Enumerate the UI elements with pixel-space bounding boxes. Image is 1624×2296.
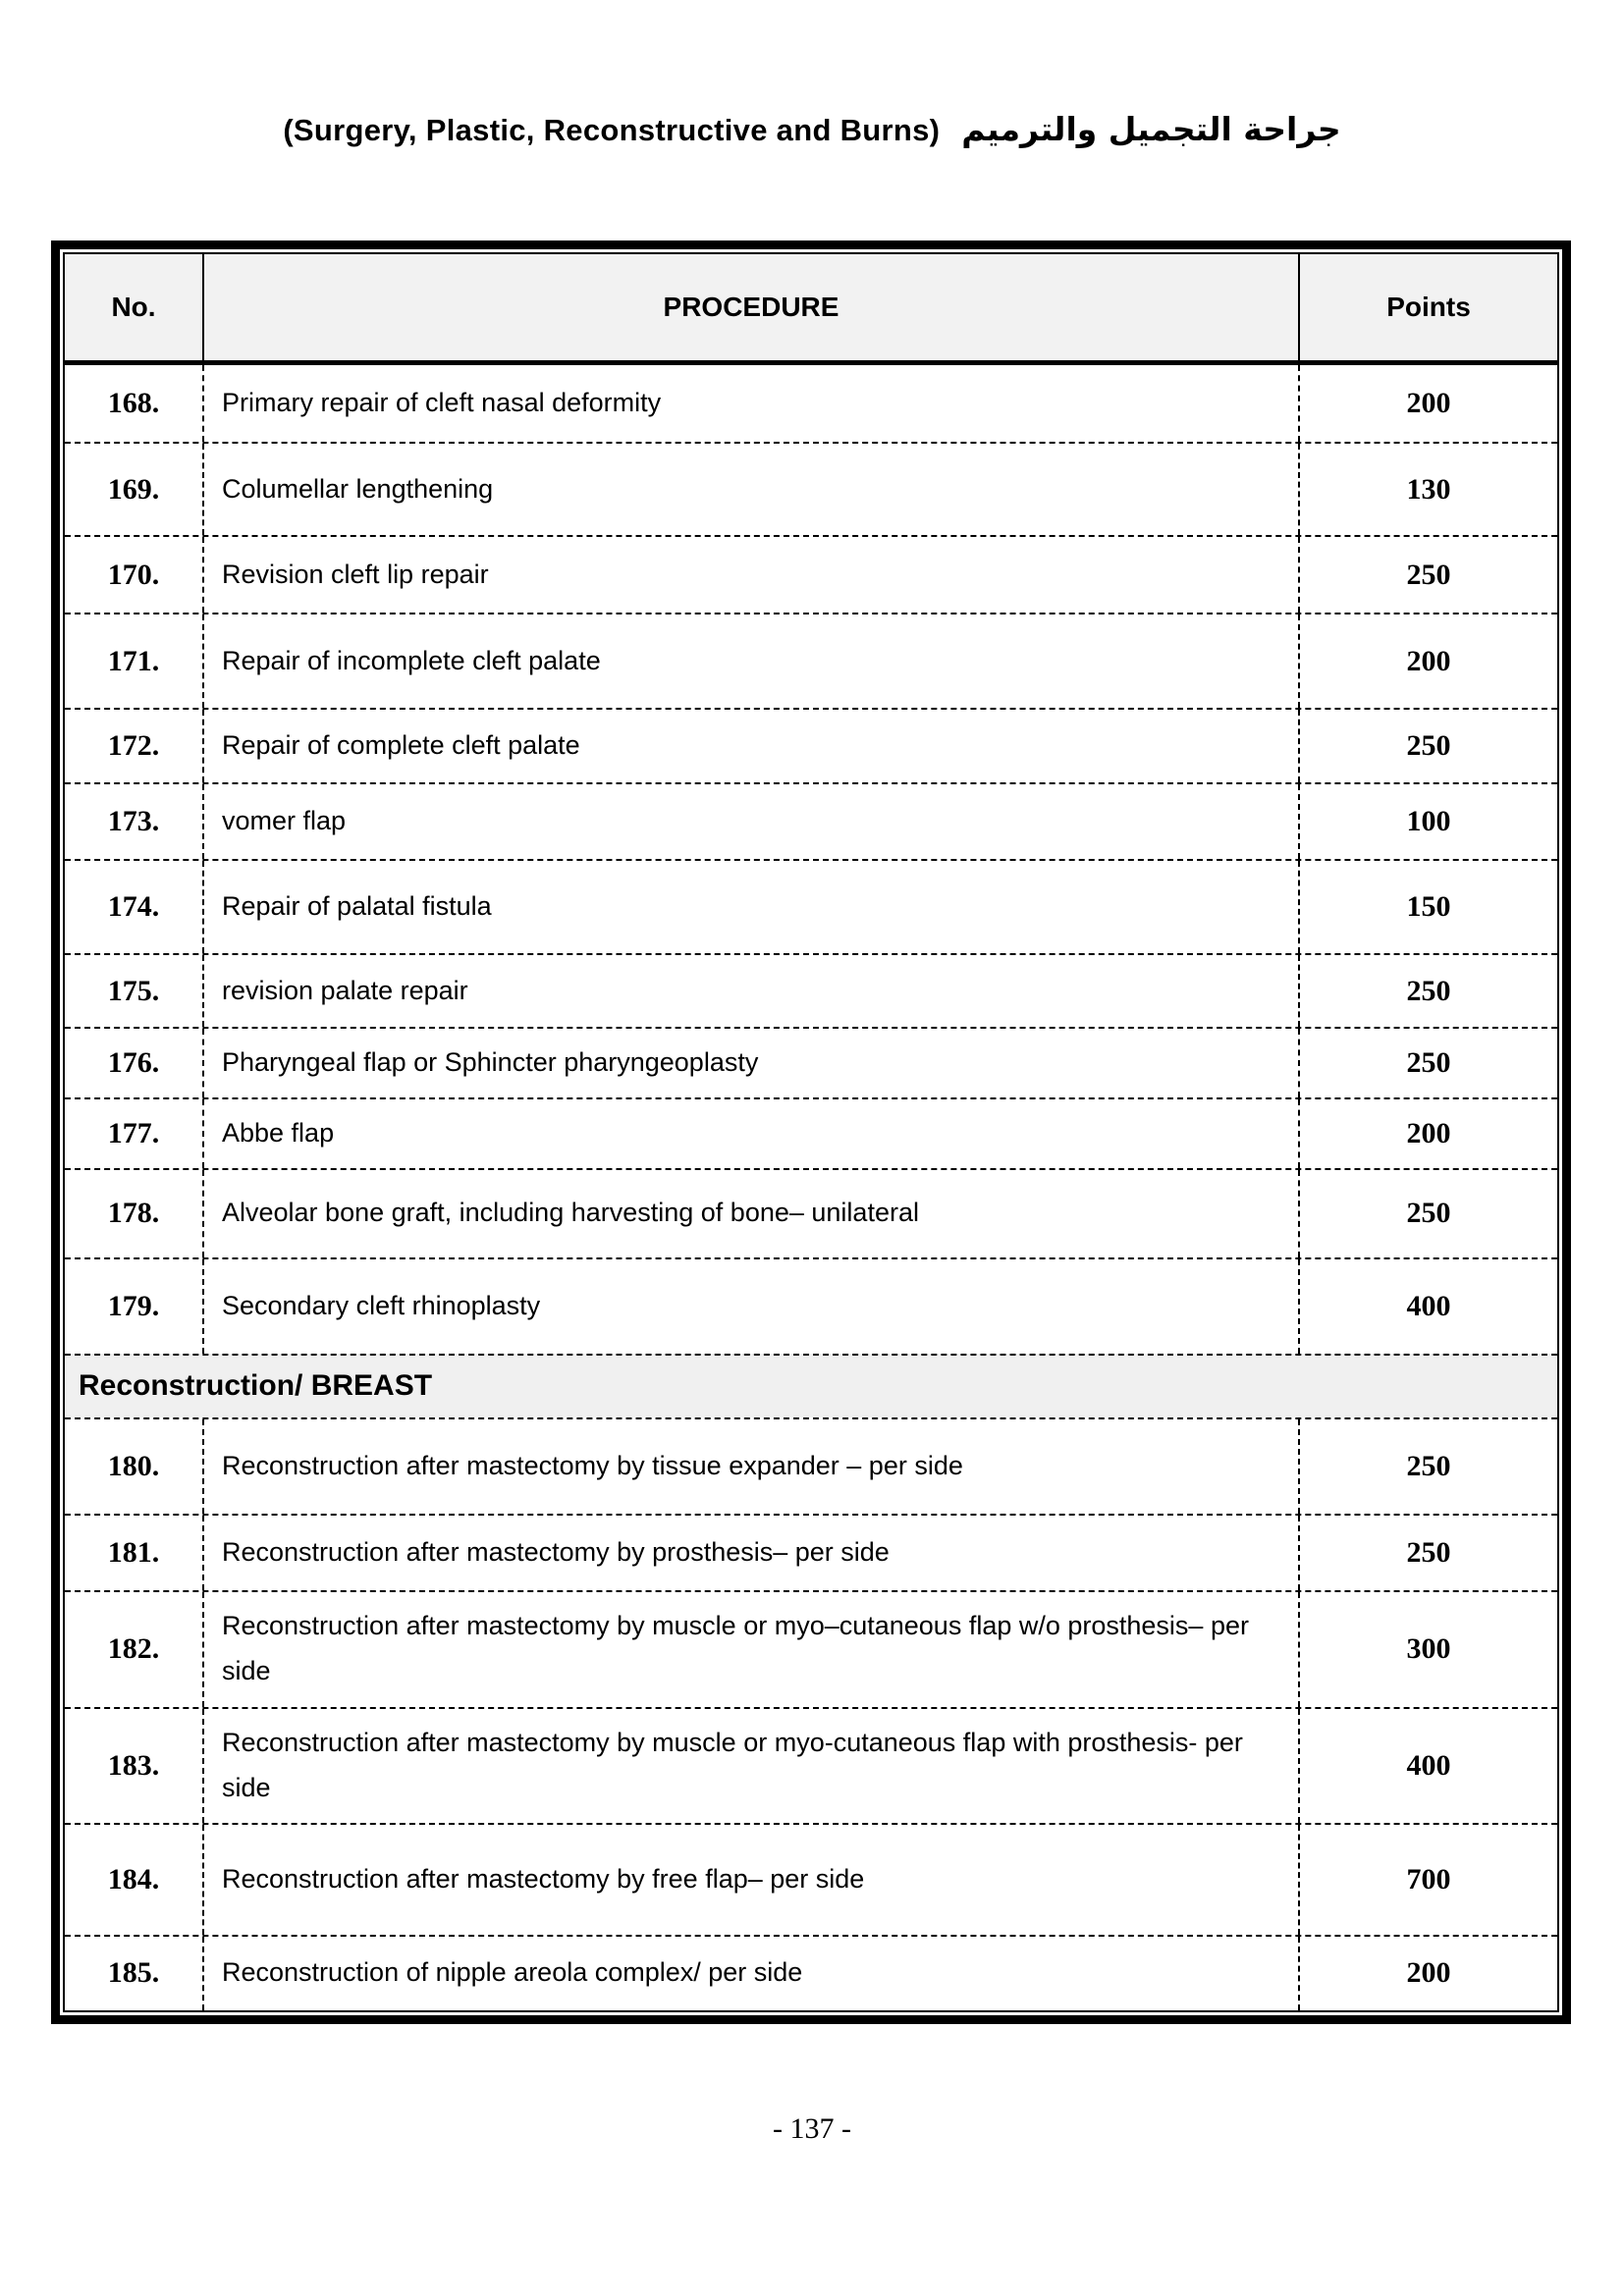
row-number: 169. [107,472,160,506]
table-row [65,1935,1557,2010]
procedure-text: Pharyngeal flap or Sphincter pharyngeoplasty [202,1029,1300,1097]
column-header-procedure: PROCEDURE [202,254,1300,360]
points-value: 200 [1406,1116,1451,1149]
row-number: 185. [107,1956,160,1990]
points-value: 250 [1406,974,1451,1007]
table-row [65,442,1557,535]
procedure-text: Abbe flap [202,1099,1300,1168]
procedure-text: Repair of palatal fistula [202,861,1300,953]
row-number: 183. [107,1748,160,1782]
table-header-row [65,254,1557,365]
row-number: 177. [107,1116,160,1149]
table-row [65,535,1557,613]
points-value: 250 [1406,729,1451,762]
points-value: 150 [1406,890,1451,923]
table-row [65,613,1557,708]
table-body [65,365,1557,2010]
column-header-no: No. [65,254,202,360]
table-border-frame [63,252,1559,2012]
table-row [65,1590,1557,1707]
procedure-text: Repair of complete cleft palate [202,710,1300,782]
row-number: 180. [107,1449,160,1482]
page-title [0,110,1624,148]
table-row [65,1027,1557,1097]
row-number: 172. [107,729,160,762]
row-number: 176. [107,1045,160,1079]
procedure-text: Reconstruction after mastectomy by muscle or myo–cutaneous flap w/o prosthesis– per side [202,1592,1300,1707]
page-number: - 137 - [773,2112,851,2145]
table-row [65,1168,1557,1257]
points-value: 300 [1406,1632,1451,1666]
points-value: 130 [1406,472,1451,506]
points-value: 700 [1406,1862,1451,1896]
table-row [65,1707,1557,1823]
points-value: 200 [1406,644,1451,677]
points-value: 100 [1406,805,1451,837]
points-value: 250 [1406,558,1451,591]
points-value: 200 [1406,1956,1451,1990]
table-row [65,953,1557,1027]
table-row [65,1257,1557,1354]
title-english: (Surgery, Plastic, Reconstructive and Burns) [283,113,941,147]
section-header-row [65,1354,1557,1417]
points-value: 200 [1406,387,1451,419]
table-row [65,859,1557,953]
procedure-text: Columellar lengthening [202,444,1300,535]
row-number: 181. [107,1535,160,1569]
table-row [65,1097,1557,1168]
row-number: 168. [107,387,160,419]
procedure-text: Primary repair of cleft nasal deformity [202,365,1300,442]
row-number: 174. [107,890,160,923]
row-number: 178. [107,1197,160,1230]
row-number: 179. [107,1289,160,1322]
points-value: 250 [1406,1535,1451,1569]
procedure-text: Alveolar bone graft, including harvesting of bone– unilateral [202,1170,1300,1257]
procedure-text: Reconstruction after mastectomy by muscle or myo-cutaneous flap with prosthesis- per side [202,1709,1300,1823]
row-number: 175. [107,974,160,1007]
points-value: 250 [1406,1045,1451,1079]
procedure-text: Reconstruction after mastectomy by prosthesis– per side [202,1516,1300,1590]
procedure-text: Secondary cleft rhinoplasty [202,1259,1300,1354]
table-row [65,1514,1557,1590]
table-row [65,1823,1557,1935]
procedure-text: Reconstruction after mastectomy by tissue expander – per side [202,1419,1300,1514]
points-value: 400 [1406,1289,1451,1322]
table-row [65,365,1557,442]
table-row [65,1417,1557,1514]
row-number: 171. [107,644,160,677]
procedure-text: vomer flap [202,784,1300,859]
procedure-text: Reconstruction of nipple areola complex/ per side [202,1937,1300,2010]
row-number: 182. [107,1632,160,1666]
row-number: 184. [107,1862,160,1896]
points-value: 250 [1406,1197,1451,1230]
procedure-text: revision palate repair [202,955,1300,1027]
column-header-points: Points [1300,254,1557,360]
row-number: 173. [107,805,160,837]
table-row [65,708,1557,782]
title-arabic: جراحة التجميل والترميم [961,110,1341,148]
procedure-text: Revision cleft lip repair [202,537,1300,613]
procedure-text: Repair of incomplete cleft palate [202,614,1300,708]
points-value: 250 [1406,1449,1451,1482]
procedure-text: Reconstruction after mastectomy by free flap– per side [202,1825,1300,1935]
points-value: 400 [1406,1748,1451,1782]
section-label: Reconstruction/ BREAST [79,1369,433,1403]
procedures-table [51,240,1571,2024]
table-row [65,782,1557,859]
row-number: 170. [107,558,160,591]
